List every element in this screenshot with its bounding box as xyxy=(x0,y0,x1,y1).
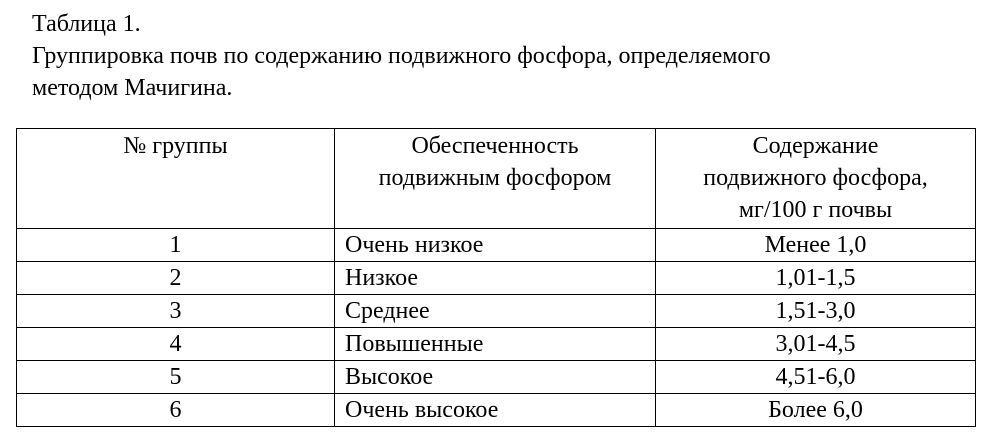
header-line: № группы xyxy=(123,133,228,159)
cell-phosphorus-content: 1,01-1,5 xyxy=(656,262,976,295)
header-line: мг/100 г почвы xyxy=(738,197,893,223)
header-line: подвижным фосфором xyxy=(378,165,612,191)
table-header-row xyxy=(17,129,976,229)
table-row xyxy=(17,394,976,427)
cell-supply-level: Низкое xyxy=(335,262,656,295)
header-line: Обеспеченность xyxy=(411,133,579,159)
cell-phosphorus-content: Менее 1,0 xyxy=(656,229,976,262)
phosphorus-groups-table xyxy=(16,128,976,427)
cell-phosphorus-content: 4,51-6,0 xyxy=(656,361,976,394)
cell-group-number: 3 xyxy=(17,295,335,328)
table-label: Таблица 1. xyxy=(32,11,141,37)
table-caption xyxy=(32,40,965,104)
table-row xyxy=(17,295,976,328)
header-group-number xyxy=(17,129,335,229)
cell-group-number: 6 xyxy=(17,394,335,427)
cell-supply-level: Среднее xyxy=(335,295,656,328)
cell-supply-level: Высокое xyxy=(335,361,656,394)
cell-supply-level: Повышенные xyxy=(335,328,656,361)
cell-group-number: 5 xyxy=(17,361,335,394)
header-supply-level xyxy=(335,129,656,229)
table-row xyxy=(17,262,976,295)
cell-phosphorus-content: Более 6,0 xyxy=(656,394,976,427)
table-row xyxy=(17,229,976,262)
cell-phosphorus-content: 1,51-3,0 xyxy=(656,295,976,328)
cell-group-number: 4 xyxy=(17,328,335,361)
document-body xyxy=(32,8,965,127)
cell-supply-level: Очень низкое xyxy=(335,229,656,262)
cell-group-number: 1 xyxy=(17,229,335,262)
cell-supply-level: Очень высокое xyxy=(335,394,656,427)
cell-phosphorus-content: 3,01-4,5 xyxy=(656,328,976,361)
table-row xyxy=(17,328,976,361)
header-line: Содержание xyxy=(752,133,879,159)
caption-line-1: Группировка почв по содержанию подвижного фосфора, определяемого xyxy=(32,43,771,69)
cell-group-number: 2 xyxy=(17,262,335,295)
header-phosphorus-content xyxy=(656,129,976,229)
header-line: подвижного фосфора, xyxy=(703,165,928,191)
caption-line-2: методом Мачигина. xyxy=(32,75,233,101)
table-row xyxy=(17,361,976,394)
